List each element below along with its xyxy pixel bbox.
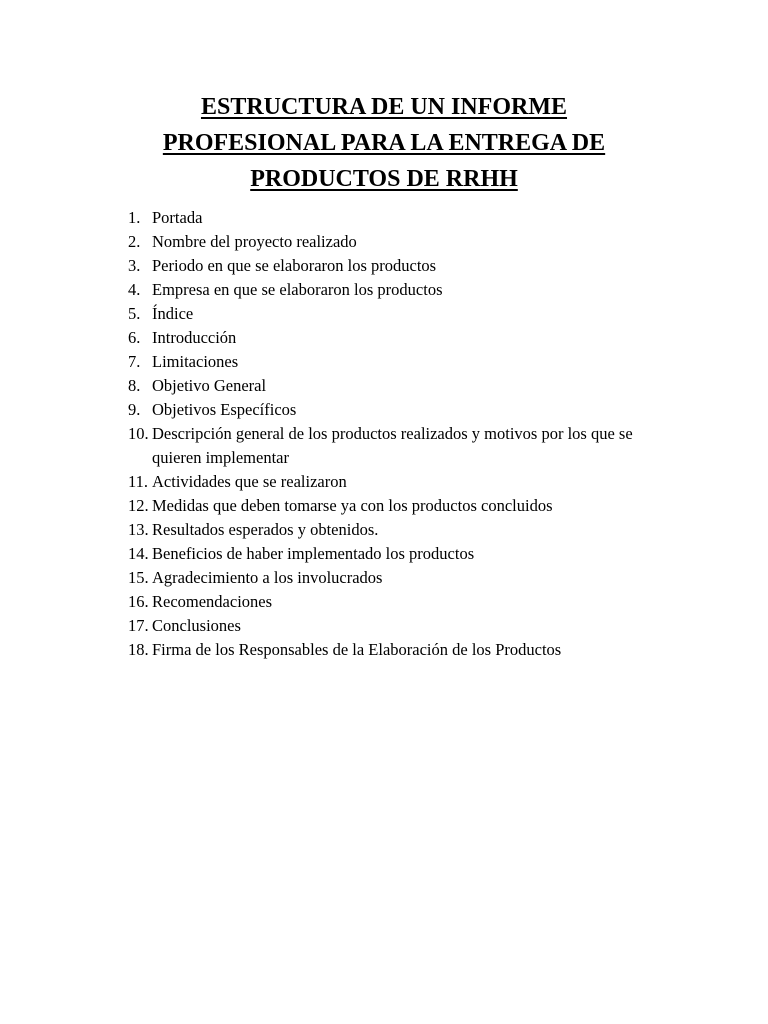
list-item xyxy=(128,278,658,302)
list-item xyxy=(128,326,658,350)
list-item xyxy=(128,494,658,518)
item-text: Conclusiones xyxy=(152,616,241,635)
item-number: 5. xyxy=(128,304,141,323)
item-text: Nombre del proyecto realizado xyxy=(152,232,357,251)
item-number: 16. xyxy=(128,592,149,611)
item-text: Agradecimiento a los involucrados xyxy=(152,568,383,587)
item-text: Portada xyxy=(152,208,203,227)
item-number: 11. xyxy=(128,472,149,491)
item-number: 10. xyxy=(128,424,149,443)
structure-list xyxy=(128,206,658,662)
list-item xyxy=(128,590,658,614)
item-number: 12. xyxy=(128,496,149,515)
item-number: 9. xyxy=(128,400,141,419)
list-item xyxy=(128,374,658,398)
item-text: Actividades que se realizaron xyxy=(152,472,347,491)
item-text: Periodo en que se elaboraron los productos xyxy=(152,256,437,275)
list-item xyxy=(128,350,658,374)
title-line: PRODUCTOS DE RRHH xyxy=(250,166,518,192)
item-number: 4. xyxy=(128,280,141,299)
title-line: PROFESIONAL PARA LA ENTREGA DE xyxy=(162,130,606,156)
item-number: 1. xyxy=(128,208,141,227)
item-text: Índice xyxy=(152,304,194,323)
list-item xyxy=(128,566,658,590)
item-text: Firma de los Responsables de la Elaboración de los Productos xyxy=(152,640,562,659)
item-number: 2. xyxy=(128,232,141,251)
item-number: 15. xyxy=(128,568,149,587)
item-number: 17. xyxy=(128,616,149,635)
list-item xyxy=(128,518,658,542)
item-text: Medidas que deben tomarse ya con los productos concluidos xyxy=(152,496,553,515)
list-item xyxy=(128,542,658,566)
item-number: 8. xyxy=(128,376,141,395)
item-text: Recomendaciones xyxy=(152,592,273,611)
list-item xyxy=(128,422,658,470)
item-number: 14. xyxy=(128,544,149,563)
item-number: 6. xyxy=(128,328,141,347)
item-text: Limitaciones xyxy=(152,352,239,371)
list-item xyxy=(128,230,658,254)
item-number: 18. xyxy=(128,640,149,659)
title-line: ESTRUCTURA DE UN INFORME xyxy=(200,94,568,120)
item-text: Objetivo General xyxy=(152,376,267,395)
list-item xyxy=(128,302,658,326)
document-title xyxy=(120,89,648,197)
list-item xyxy=(128,470,658,494)
list-item xyxy=(128,614,658,638)
list-item xyxy=(128,206,658,230)
item-number: 3. xyxy=(128,256,141,275)
item-text: Descripción general de los productos realizados y motivos por los que se quieren implementar xyxy=(152,424,633,467)
item-text: Objetivos Específicos xyxy=(152,400,297,419)
list-item xyxy=(128,254,658,278)
item-text: Beneficios de haber implementado los productos xyxy=(152,544,475,563)
list-item xyxy=(128,638,658,662)
list-item xyxy=(128,398,658,422)
item-text: Introducción xyxy=(152,328,237,347)
item-text: Empresa en que se elaboraron los productos xyxy=(152,280,443,299)
item-number: 13. xyxy=(128,520,149,539)
item-text: Resultados esperados y obtenidos. xyxy=(152,520,379,539)
item-number: 7. xyxy=(128,352,141,371)
